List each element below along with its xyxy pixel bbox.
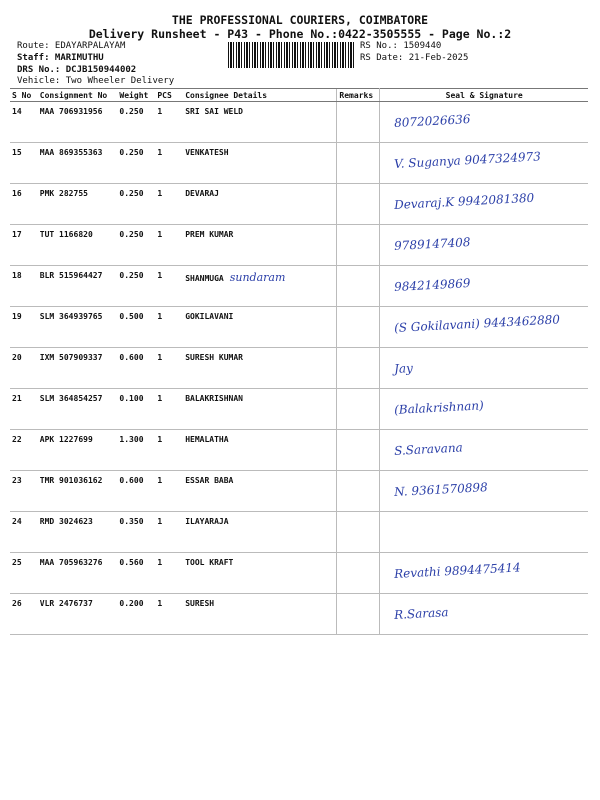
consignee-name: [183, 553, 337, 594]
consignment-number-text: PMK 282755: [39, 189, 88, 198]
weight: [117, 102, 155, 143]
table-row: [10, 471, 588, 512]
consignee-name-text: HEMALATHA: [185, 435, 229, 444]
consignee-name-text: ESSAR BABA: [185, 476, 234, 485]
signature-cell: [380, 512, 588, 553]
table-row: [10, 307, 588, 348]
table-row: [10, 266, 588, 307]
vehicle-label: Vehicle: Two Wheeler Delivery: [17, 76, 175, 86]
row-sno: [10, 430, 38, 471]
consignment-number-text: SLM 364854257: [39, 394, 103, 403]
row-sno-text: 19: [12, 312, 22, 321]
remarks-cell: [337, 553, 380, 594]
row-sno: [10, 348, 38, 389]
remarks-cell: [337, 143, 380, 184]
remarks-cell: [337, 184, 380, 225]
consignee-name-text: GOKILAVANI: [185, 312, 234, 321]
pieces-text: 1: [157, 312, 163, 321]
pieces: [155, 471, 183, 512]
pieces: [155, 348, 183, 389]
remarks-cell: [337, 512, 380, 553]
consignment-number-text: SLM 364939765: [39, 312, 103, 321]
row-sno-text: 15: [12, 148, 22, 157]
pieces: [155, 184, 183, 225]
consignee-name: [183, 594, 337, 635]
table-row: [10, 184, 588, 225]
barcode: [228, 42, 354, 68]
weight: [117, 266, 155, 307]
consignee-name: [183, 225, 337, 266]
consignee-name: [183, 307, 337, 348]
consignment-number: [38, 348, 118, 389]
weight: [117, 348, 155, 389]
row-sno: [10, 225, 38, 266]
signature-cell: [380, 594, 588, 635]
consignee-name-text: SRI SAI WELD: [185, 107, 243, 116]
signature-cell: [380, 184, 588, 225]
pieces-text: 1: [157, 599, 163, 608]
weight-text: 0.100: [119, 394, 144, 403]
remarks-cell: [337, 266, 380, 307]
weight-text: 0.250: [119, 148, 144, 157]
signature-cell: [380, 553, 588, 594]
consignment-number: [38, 143, 118, 184]
consignee-name: [183, 471, 337, 512]
pieces-text: 1: [157, 517, 163, 526]
table-row: [10, 594, 588, 635]
consignment-number-text: RMD 3024623: [39, 517, 93, 526]
weight: [117, 307, 155, 348]
consignment-number-text: VLR 2476737: [39, 599, 93, 608]
weight-text: 0.560: [119, 558, 144, 567]
signature-cell: [380, 348, 588, 389]
signature-cell: [380, 225, 588, 266]
signature-cell: [380, 143, 588, 184]
pieces-text: 1: [157, 148, 163, 157]
handwritten-signature: V. Suganya 9047324973: [394, 149, 542, 172]
runsheet-table: [10, 88, 588, 635]
route-label: Route: EDAYARPALAYAM: [17, 41, 126, 51]
pieces: [155, 266, 183, 307]
table-row: [10, 348, 588, 389]
signature-cell: [380, 389, 588, 430]
handwritten-annotation: sundaram: [229, 271, 286, 284]
weight: [117, 430, 155, 471]
consignment-number: [38, 184, 118, 225]
handwritten-signature: Revathi 9894475414: [394, 560, 522, 582]
row-sno-text: 25: [12, 558, 22, 567]
pieces-text: 1: [157, 394, 163, 403]
weight-text: 0.500: [119, 312, 144, 321]
consignment-number: [38, 389, 118, 430]
consignee-name: [183, 389, 337, 430]
consignment-number: [38, 307, 118, 348]
row-sno-text: 14: [12, 107, 22, 116]
consignment-number: [38, 225, 118, 266]
handwritten-signature: N. 9361570898: [394, 480, 489, 500]
pieces-text: 1: [157, 107, 163, 116]
row-sno-text: 26: [12, 599, 22, 608]
weight: [117, 594, 155, 635]
handwritten-signature: (S Gokilavani) 9443462880: [394, 312, 561, 336]
signature-cell: [380, 266, 588, 307]
row-sno-text: 20: [12, 353, 22, 362]
consignment-number-text: TUT 1166820: [39, 230, 93, 239]
consignee-name: [183, 184, 337, 225]
weight-text: 0.250: [119, 271, 144, 280]
remarks-cell: [337, 471, 380, 512]
handwritten-signature: Jay: [394, 361, 414, 377]
consignee-name-text: DEVARAJ: [185, 189, 219, 198]
weight: [117, 471, 155, 512]
weight-text: 1.300: [119, 435, 144, 444]
consignment-number-text: MAA 706931956: [39, 107, 103, 116]
consignment-number: [38, 553, 118, 594]
row-sno-text: 21: [12, 394, 22, 403]
col-header-remarks: Remarks: [337, 89, 380, 102]
pieces: [155, 102, 183, 143]
signature-cell: [380, 471, 588, 512]
weight-text: 0.600: [119, 476, 144, 485]
runsheet-subtitle: Delivery Runsheet - P43 - Phone No.:0422-3505555 - Page No.:2: [88, 27, 512, 41]
signature-cell: [380, 430, 588, 471]
remarks-cell: [337, 389, 380, 430]
row-sno: [10, 143, 38, 184]
weight: [117, 184, 155, 225]
consignment-number-text: APK 1227699: [39, 435, 93, 444]
weight-text: 0.350: [119, 517, 144, 526]
handwritten-signature: [394, 516, 585, 526]
pieces: [155, 225, 183, 266]
row-sno-text: 24: [12, 517, 22, 526]
row-sno: [10, 389, 38, 430]
row-sno: [10, 512, 38, 553]
row-sno: [10, 266, 38, 307]
consignment-number: [38, 471, 118, 512]
weight: [117, 389, 155, 430]
handwritten-signature: (Balakrishnan): [394, 398, 485, 418]
table-row: [10, 430, 588, 471]
consignee-name: [183, 512, 337, 553]
handwritten-signature: 9842149869: [394, 276, 472, 295]
row-sno-text: 18: [12, 271, 22, 280]
rs-number: RS No.: 1509440: [360, 41, 442, 51]
handwritten-signature: 8072026636: [394, 112, 472, 131]
col-header-consignee: Consignee Details: [183, 89, 337, 102]
table-row: [10, 102, 588, 143]
signature-cell: [380, 307, 588, 348]
pieces-text: 1: [157, 435, 163, 444]
table-row: [10, 143, 588, 184]
table-row: [10, 553, 588, 594]
pieces: [155, 307, 183, 348]
row-sno-text: 16: [12, 189, 22, 198]
consignee-name-text: SHANMUGA: [185, 274, 224, 283]
row-sno: [10, 184, 38, 225]
consignee-name-text: PREM KUMAR: [185, 230, 234, 239]
col-header-pcs: PCS: [155, 89, 183, 102]
pieces: [155, 594, 183, 635]
pieces: [155, 143, 183, 184]
pieces: [155, 389, 183, 430]
consignee-name-text: ILAYARAJA: [185, 517, 229, 526]
table-row: [10, 225, 588, 266]
pieces-text: 1: [157, 189, 163, 198]
consignment-number-text: BLR 515964427: [39, 271, 103, 280]
signature-cell: [380, 102, 588, 143]
consignee-name: [183, 430, 337, 471]
consignee-name-text: BALAKRISHNAN: [185, 394, 243, 403]
weight-text: 0.200: [119, 599, 144, 608]
table-header-row: [10, 89, 588, 102]
consignment-number-text: MAA 869355363: [39, 148, 103, 157]
table-row: [10, 512, 588, 553]
pieces-text: 1: [157, 558, 163, 567]
consignment-number: [38, 512, 118, 553]
row-sno: [10, 471, 38, 512]
company-title: THE PROFESSIONAL COURIERS, COIMBATORE: [171, 13, 429, 27]
row-sno: [10, 307, 38, 348]
consignment-number-text: TMR 901036162: [39, 476, 103, 485]
col-header-signature: Seal & Signature: [380, 89, 588, 102]
col-header-sno: S No: [10, 89, 38, 102]
table-row: [10, 389, 588, 430]
consignee-name-text: SURESH: [185, 599, 215, 608]
consignment-number: [38, 594, 118, 635]
consignee-name: [183, 266, 337, 307]
consignment-number-text: IXM 507909337: [39, 353, 103, 362]
consignee-name: [183, 143, 337, 184]
weight-text: 0.600: [119, 353, 144, 362]
pieces-text: 1: [157, 353, 163, 362]
row-sno-text: 22: [12, 435, 22, 444]
consignee-name-text: TOOL KRAFT: [185, 558, 234, 567]
row-sno-text: 23: [12, 476, 22, 485]
weight-text: 0.250: [119, 230, 144, 239]
handwritten-signature: R.Sarasa: [394, 605, 450, 623]
pieces: [155, 512, 183, 553]
pieces-text: 1: [157, 230, 163, 239]
consignment-number: [38, 102, 118, 143]
weight: [117, 225, 155, 266]
row-sno: [10, 594, 38, 635]
consignee-name: [183, 348, 337, 389]
row-sno-text: 17: [12, 230, 22, 239]
pieces: [155, 430, 183, 471]
weight: [117, 143, 155, 184]
remarks-cell: [337, 102, 380, 143]
col-header-weight: Weight: [117, 89, 155, 102]
consignee-name-text: VENKATESH: [185, 148, 229, 157]
consignment-number: [38, 430, 118, 471]
weight: [117, 512, 155, 553]
row-sno: [10, 553, 38, 594]
remarks-cell: [337, 348, 380, 389]
pieces-text: 1: [157, 476, 163, 485]
consignee-name-text: SURESH KUMAR: [185, 353, 243, 362]
remarks-cell: [337, 307, 380, 348]
staff-label: Staff: MARIMUTHU: [17, 53, 104, 63]
row-sno: [10, 102, 38, 143]
pieces-text: 1: [157, 271, 163, 280]
weight-text: 0.250: [119, 107, 144, 116]
weight-text: 0.250: [119, 189, 144, 198]
remarks-cell: [337, 430, 380, 471]
handwritten-signature: 9789147408: [394, 235, 472, 254]
remarks-cell: [337, 225, 380, 266]
handwritten-signature: Devaraj.K 9942081380: [394, 190, 535, 213]
pieces: [155, 553, 183, 594]
col-header-consignment: Consignment No: [38, 89, 118, 102]
rs-date: RS Date: 21-Feb-2025: [360, 53, 469, 63]
remarks-cell: [337, 594, 380, 635]
consignment-number: [38, 266, 118, 307]
handwritten-signature: S.Saravana: [394, 440, 464, 459]
consignment-number-text: MAA 705963276: [39, 558, 103, 567]
drs-number: DRS No.: DCJB150944002: [17, 65, 137, 75]
consignee-name: [183, 102, 337, 143]
weight: [117, 553, 155, 594]
